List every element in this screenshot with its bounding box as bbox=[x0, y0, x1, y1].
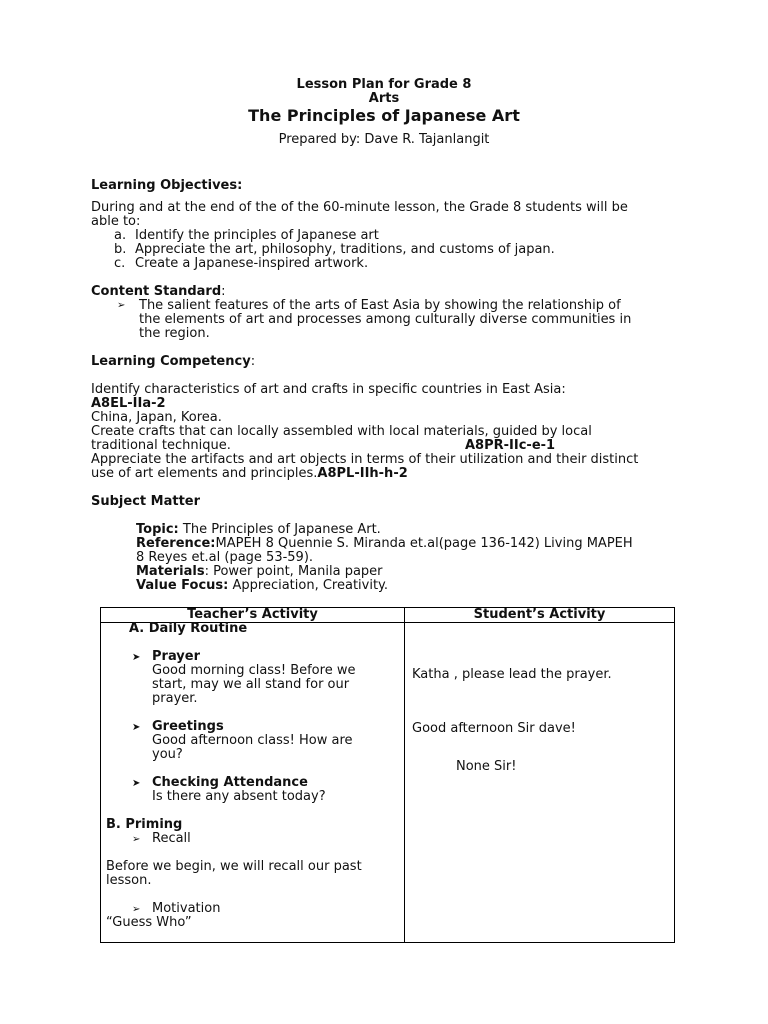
competency-line6: use of art elements and principles. bbox=[91, 466, 318, 481]
student-activity-header: Student’s Activity bbox=[473, 607, 606, 622]
competency-label: Learning Competency bbox=[91, 354, 251, 369]
plan-grade-heading: Lesson Plan for Grade 8 bbox=[296, 77, 472, 92]
materials-label: Materials bbox=[136, 564, 205, 579]
motivation-label: Motivation bbox=[152, 901, 221, 916]
subject-heading: Arts bbox=[368, 91, 400, 106]
value-focus-line bbox=[136, 579, 388, 593]
objective-text: Appreciate the art, philosophy, traditions, and customs of japan. bbox=[135, 242, 555, 257]
student-greeting-response: Good afternoon Sir dave! bbox=[412, 721, 576, 736]
competency-line6-wrap bbox=[91, 467, 408, 481]
attendance-line1: Is there any absent today? bbox=[152, 789, 326, 804]
prepared-by: Prepared by: Dave R. Tajanlangit bbox=[278, 132, 490, 147]
prayer-line2: start, may we all stand for our bbox=[152, 677, 350, 692]
objective-marker: a. bbox=[114, 228, 127, 243]
greetings-heading: Greetings bbox=[152, 719, 224, 734]
competency-code3: A8PL-IIh-h-2 bbox=[317, 466, 408, 481]
competency-heading bbox=[91, 355, 255, 369]
competency-code2: A8PR-IIc-e-1 bbox=[465, 438, 556, 453]
greetings-line1: Good afternoon class! How are bbox=[152, 733, 353, 748]
before-line2: lesson. bbox=[106, 873, 152, 888]
objective-marker: b. bbox=[114, 242, 127, 257]
competency-line1: Identify characteristics of art and crafts in specific countries in East Asia: bbox=[91, 382, 566, 397]
bullet-icon: ➢ bbox=[132, 834, 141, 845]
objective-item bbox=[114, 229, 379, 243]
reference-line bbox=[136, 537, 633, 551]
objective-item bbox=[114, 257, 368, 271]
page-title: The Principles of Japanese Art bbox=[248, 106, 520, 125]
teacher-activity-header: Teacher’s Activity bbox=[187, 607, 318, 622]
competency-code1: A8EL-IIa-2 bbox=[91, 396, 166, 411]
objective-item bbox=[114, 243, 555, 257]
competency-line4: traditional technique. bbox=[91, 438, 231, 453]
objectives-intro-line1: During and at the end of the of the 60-minute lesson, the Grade 8 students will be bbox=[91, 200, 628, 215]
priming-heading: B. Priming bbox=[106, 817, 183, 832]
competency-line2: China, Japan, Korea. bbox=[91, 410, 222, 425]
competency-line3: Create crafts that can locally assembled with local materials, guided by local bbox=[91, 424, 592, 439]
guess-who: “Guess Who” bbox=[106, 915, 192, 930]
objectives-intro-line2: able to: bbox=[91, 214, 141, 229]
materials-line bbox=[136, 565, 383, 579]
content-standard-label: Content Standard bbox=[91, 284, 222, 299]
objectives-heading: Learning Objectives: bbox=[91, 178, 243, 193]
student-prayer-response: Katha , please lead the prayer. bbox=[412, 667, 612, 682]
bullet-icon: ➢ bbox=[117, 300, 126, 311]
arrow-bullet-icon: ➤ bbox=[132, 652, 141, 663]
before-line1: Before we begin, we will recall our past bbox=[106, 859, 362, 874]
subject-matter-heading: Subject Matter bbox=[91, 494, 201, 509]
content-standard-line1: The salient features of the arts of East Asia by showing the relationship of bbox=[139, 298, 621, 313]
content-standard-line2: the elements of art and processes among culturally diverse communities in bbox=[139, 312, 632, 327]
prayer-line1: Good morning class! Before we bbox=[152, 663, 356, 678]
content-standard-line3: the region. bbox=[139, 326, 210, 341]
recall-label: Recall bbox=[152, 831, 191, 846]
greetings-line2: you? bbox=[152, 747, 183, 762]
table-border-left bbox=[100, 607, 101, 943]
topic-label: Topic: bbox=[136, 522, 179, 537]
bullet-icon: ➢ bbox=[132, 904, 141, 915]
attendance-heading: Checking Attendance bbox=[152, 775, 308, 790]
objective-text: Identify the principles of Japanese art bbox=[135, 228, 379, 243]
reference-label: Reference: bbox=[136, 536, 216, 551]
value-focus-label: Value Focus: bbox=[136, 578, 229, 593]
content-standard-heading bbox=[91, 285, 226, 299]
topic-line bbox=[136, 523, 381, 537]
materials-value: : Power point, Manila paper bbox=[204, 564, 383, 579]
competency-colon: : bbox=[250, 354, 256, 369]
prayer-heading: Prayer bbox=[152, 649, 201, 664]
arrow-bullet-icon: ➤ bbox=[132, 778, 141, 789]
value-focus-value: Appreciation, Creativity. bbox=[228, 578, 389, 593]
arrow-bullet-icon: ➤ bbox=[132, 722, 141, 733]
table-border-bottom bbox=[100, 942, 675, 943]
table-column-divider bbox=[404, 607, 405, 943]
objective-text: Create a Japanese-inspired artwork. bbox=[135, 256, 369, 271]
objective-marker: c. bbox=[114, 256, 126, 271]
student-absent-response: None Sir! bbox=[456, 759, 517, 774]
recall-row bbox=[132, 832, 191, 847]
table-border-right bbox=[674, 607, 675, 943]
daily-routine-heading: A. Daily Routine bbox=[129, 621, 248, 636]
content-standard-colon: : bbox=[221, 284, 226, 299]
topic-value: The Principles of Japanese Art. bbox=[178, 522, 381, 537]
reference-value: MAPEH 8 Quennie S. Miranda et.al(page 136-142) Living MAPEH bbox=[215, 536, 633, 551]
reference-line2: 8 Reyes et.al (page 53-59). bbox=[136, 550, 314, 565]
prayer-line3: prayer. bbox=[152, 691, 198, 706]
competency-line5: Appreciate the artifacts and art objects in terms of their utilization and their distinct bbox=[91, 452, 639, 467]
